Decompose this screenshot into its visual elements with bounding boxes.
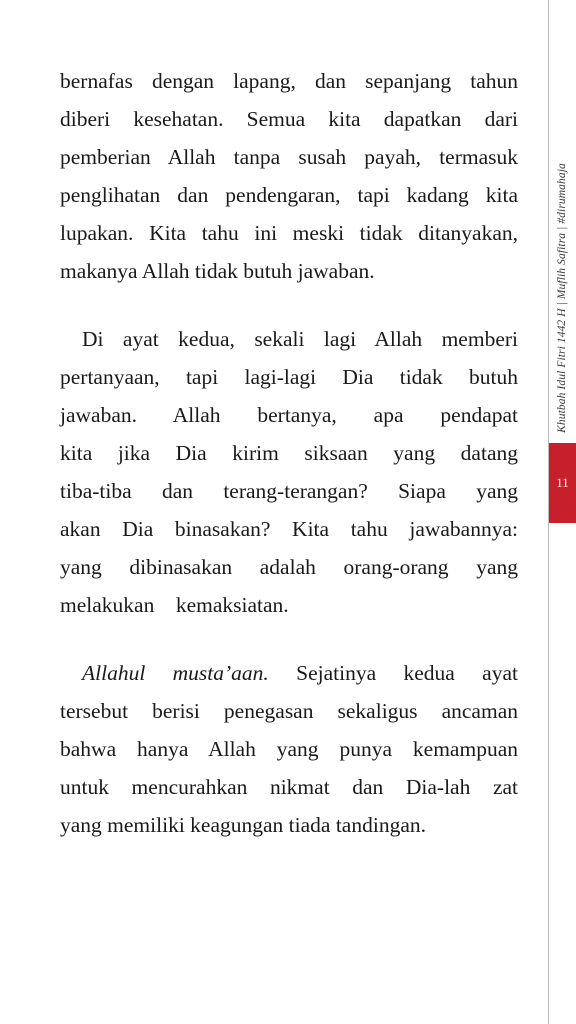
paragraph-3 [60, 654, 518, 844]
text-line: tiba-tiba dan terang-terangan? Siapa yang [60, 479, 518, 503]
lead-rest: Sejatinya kedua ayat [268, 661, 518, 685]
body-text [60, 62, 518, 844]
text-line: yang memiliki keagungan tiada tandingan. [60, 813, 426, 837]
text-line: pertanyaan, tapi lagi-lagi Dia tidak butuh [60, 365, 518, 389]
text-line: diberi kesehatan. Semua kita dapatkan dari [60, 107, 518, 131]
text-line: kita jika Dia kirim siksaan yang datang [60, 441, 518, 465]
text-line: Di ayat kedua, sekali lagi Allah memberi [82, 327, 518, 351]
page-number-tab [549, 443, 576, 523]
text-line: bernafas dengan lapang, dan sepanjang tahun [60, 69, 518, 93]
text-line: bahwa hanya Allah yang punya kemampuan [60, 737, 518, 761]
text-line: akan Dia binasakan? Kita tahu jawabannya: [60, 517, 518, 541]
running-header [552, 138, 572, 458]
text-line [60, 654, 518, 692]
text-line: untuk mencurahkan nikmat dan Dia-lah zat [60, 775, 518, 799]
paragraph-2 [60, 320, 518, 624]
running-header-text: Khutbah Idul Fitri 1442 H | Muflih Safitra | #dirumahaja [556, 163, 569, 433]
italic-phrase: Allahul musta’aan. [82, 661, 269, 685]
text-line: lupakan. Kita tahu ini meski tidak ditanyakan, [60, 221, 518, 245]
text-line: makanya Allah tidak butuh jawaban. [60, 259, 375, 283]
text-line: jawaban. Allah bertanya, apa pendapat [60, 403, 518, 427]
paragraph-1 [60, 62, 518, 290]
text-line: yang dibinasakan adalah orang-orang yang [60, 555, 518, 579]
page-number: 11 [556, 475, 569, 490]
text-line: melakukan kemaksiatan. [60, 593, 289, 617]
text-line: penglihatan dan pendengaran, tapi kadang kita [60, 183, 518, 207]
text-line: tersebut berisi penegasan sekaligus ancaman [60, 699, 518, 723]
text-line: pemberian Allah tanpa susah payah, termasuk [60, 145, 518, 169]
